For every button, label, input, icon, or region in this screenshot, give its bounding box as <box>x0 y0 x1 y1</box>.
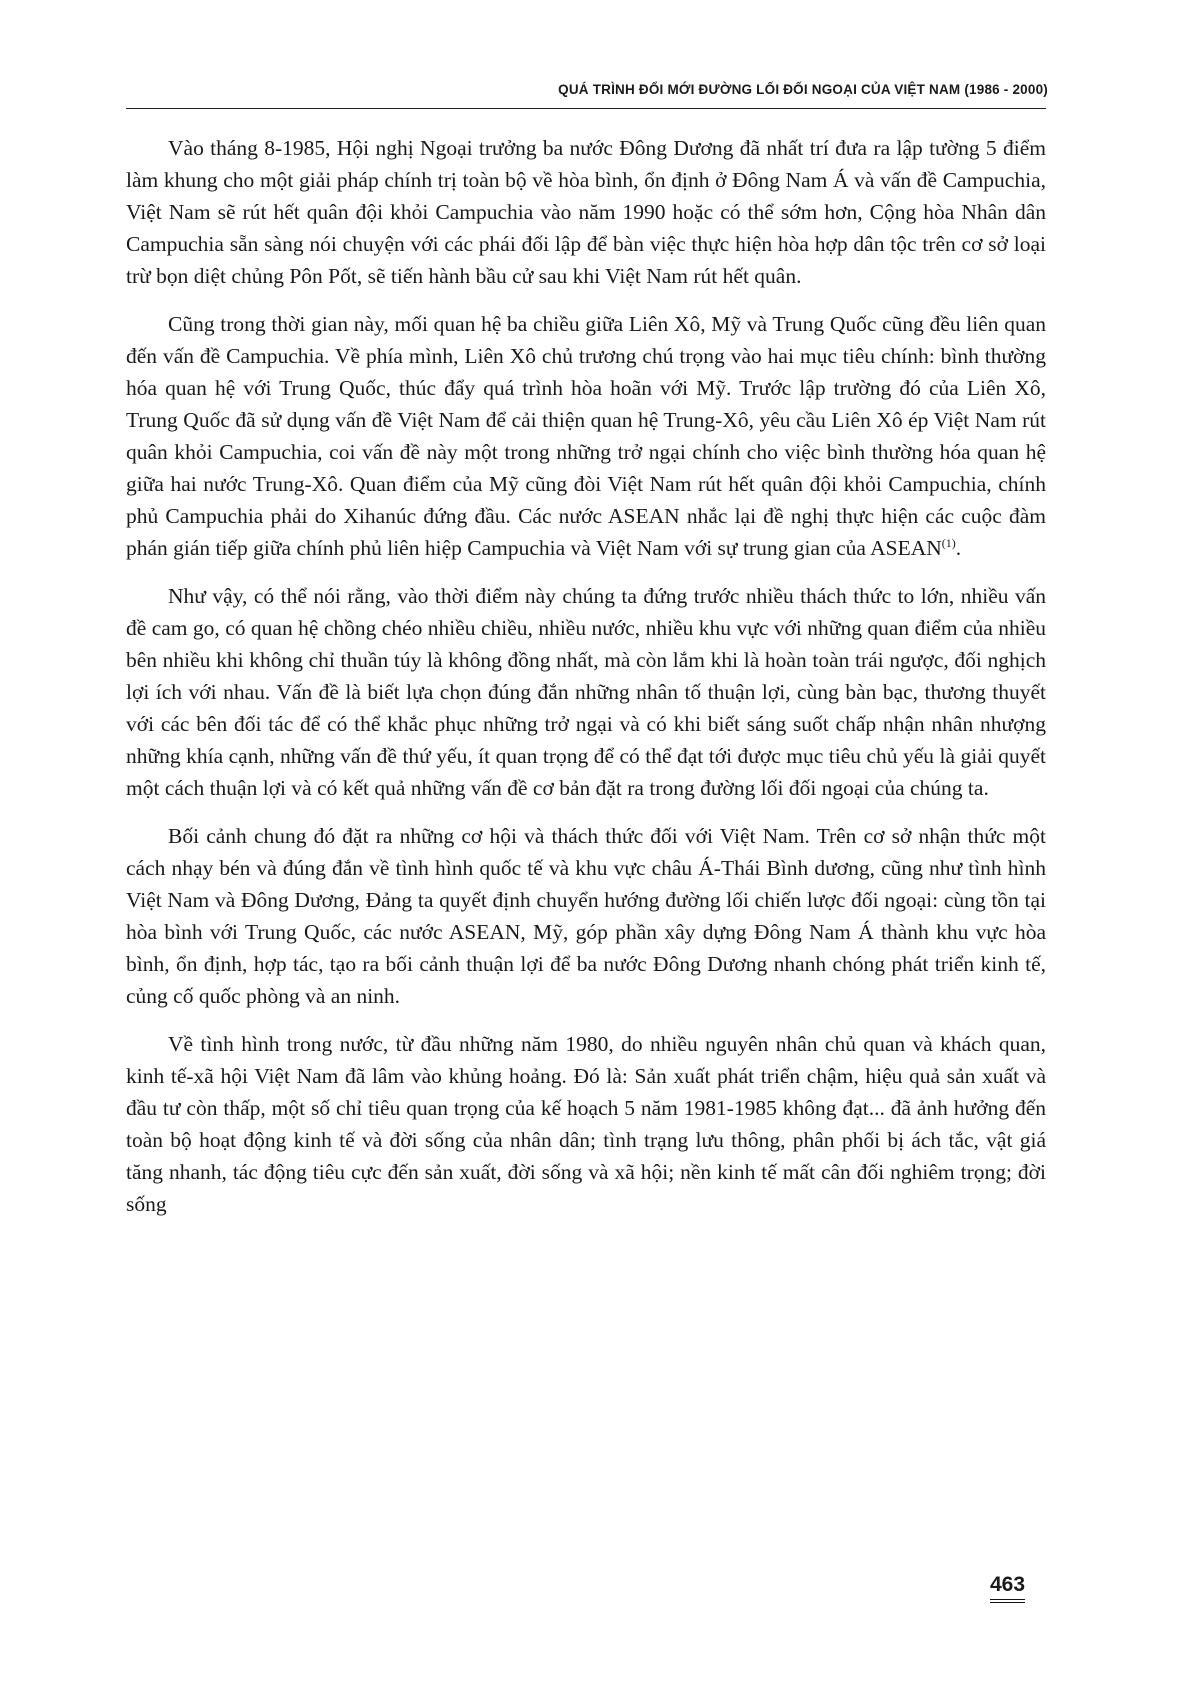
paragraph-5 <box>126 1028 1046 1220</box>
page-body <box>126 132 1046 1236</box>
paragraph-4 <box>126 820 1046 1012</box>
running-header: QUÁ TRÌNH ĐỔI MỚI ĐƯỜNG LỐI ĐỐI NGOẠI CỦA VIỆT NAM (1986 - 2000) <box>558 82 1048 97</box>
paragraph-text: Như vậy, có thể nói rằng, vào thời điểm này chúng ta đứng trước nhiều thách thức to lớn, nhiều vấn đề cam go, có quan hệ chồng chéo nhiều chiều, nhiều nước, nhiều khu vực với những quan điểm của nhiều bên nhiều khi không chỉ thuần túy là không đồng nhất, mà còn lắm khi là hoàn toàn trái ngược, đối nghịch lợi ích với nhau. Vấn đề là biết lựa chọn đúng đắn những nhân tố thuận lợi, cùng bàn bạc, thương thuyết với các bên đối tác để có thể khắc phục những trở ngại và có khi biết sáng suốt chấp nhận nhân nhượng những khía cạnh, những vấn đề thứ yếu, ít quan trọng để có thể đạt tới được mục tiêu chủ yếu là giải quyết một cách thuận lợi và có kết quả những vấn đề cơ bản đặt ra trong đường lối đối ngoại của chúng ta. <box>126 584 1046 800</box>
paragraph-text: Cũng trong thời gian này, mối quan hệ ba chiều giữa Liên Xô, Mỹ và Trung Quốc cũng đều liên quan đến vấn đề Campuchia. Về phía mình, Liên Xô chủ trương chú trọng vào hai mục tiêu chính: bình thường hóa quan hệ với Trung Quốc, thúc đẩy quá trình hòa hoãn với Mỹ. Trước lập trường đó của Liên Xô, Trung Quốc đã sử dụng vấn đề Việt Nam để cải thiện quan hệ Trung-Xô, yêu cầu Liên Xô ép Việt Nam rút quân khỏi Campuchia, coi vấn đề này một trong những trở ngại chính cho việc bình thường hóa quan hệ giữa hai nước Trung-Xô. Quan điểm của Mỹ cũng đòi Việt Nam rút hết quân đội khỏi Campuchia, chính phủ Campuchia phải do Xihanúc đứng đầu. Các nước ASEAN nhắc lại đề nghị thực hiện các cuộc đàm phán gián tiếp giữa chính phủ liên hiệp Campuchia và Việt Nam với sự trung gian của ASEAN <box>126 312 1046 560</box>
paragraph-end: . <box>955 536 962 560</box>
footnote-marker: (1) <box>941 535 956 550</box>
paragraph-text: Bối cảnh chung đó đặt ra những cơ hội và thách thức đối với Việt Nam. Trên cơ sở nhận thức một cách nhạy bén và đúng đắn về tình hình quốc tế và khu vực châu Á-Thái Bình dương, cũng như tình hình Việt Nam và Đông Dương, Đảng ta quyết định chuyển hướng đường lối chiến lược đối ngoại: cùng tồn tại hòa bình với Trung Quốc, các nước ASEAN, Mỹ, góp phần xây dựng Đông Nam Á thành khu vực hòa bình, ổn định, hợp tác, tạo ra bối cảnh thuận lợi để ba nước Đông Dương nhanh chóng phát triển kinh tế, củng cố quốc phòng và an ninh. <box>126 824 1046 1008</box>
paragraph-text: Về tình hình trong nước, từ đầu những năm 1980, do nhiều nguyên nhân chủ quan và khách quan, kinh tế-xã hội Việt Nam đã lâm vào khủng hoảng. Đó là: Sản xuất phát triển chậm, hiệu quả sản xuất và đầu tư còn thấp, một số chỉ tiêu quan trọng của kế hoạch 5 năm 1981-1985 không đạt... đã ảnh hưởng đến toàn bộ hoạt động kinh tế và đời sống của nhân dân; tình trạng lưu thông, phân phối bị ách tắc, vật giá tăng nhanh, tác động tiêu cực đến sản xuất, đời sống và xã hội; nền kinh tế mất cân đối nghiêm trọng; đời sống <box>126 1032 1046 1216</box>
paragraph-text: Vào tháng 8-1985, Hội nghị Ngoại trưởng ba nước Đông Dương đã nhất trí đưa ra lập tường 5 điểm làm khung cho một giải pháp chính trị toàn bộ về hòa bình, ổn định ở Đông Nam Á và vấn đề Campuchia, Việt Nam sẽ rút hết quân đội khỏi Campuchia vào năm 1990 hoặc có thể sớm hơn, Cộng hòa Nhân dân Campuchia sẵn sàng nói chuyện với các phái đối lập để bàn việc thực hiện hòa hợp dân tộc trên cơ sở loại trừ bọn diệt chủng Pôn Pốt, sẽ tiến hành bầu cử sau khi Việt Nam rút hết quân. <box>126 136 1046 288</box>
header-divider <box>126 108 1046 109</box>
paragraph-2 <box>126 308 1046 564</box>
paragraph-1 <box>126 132 1046 292</box>
page-number: 463 <box>990 1573 1025 1603</box>
paragraph-3 <box>126 580 1046 804</box>
